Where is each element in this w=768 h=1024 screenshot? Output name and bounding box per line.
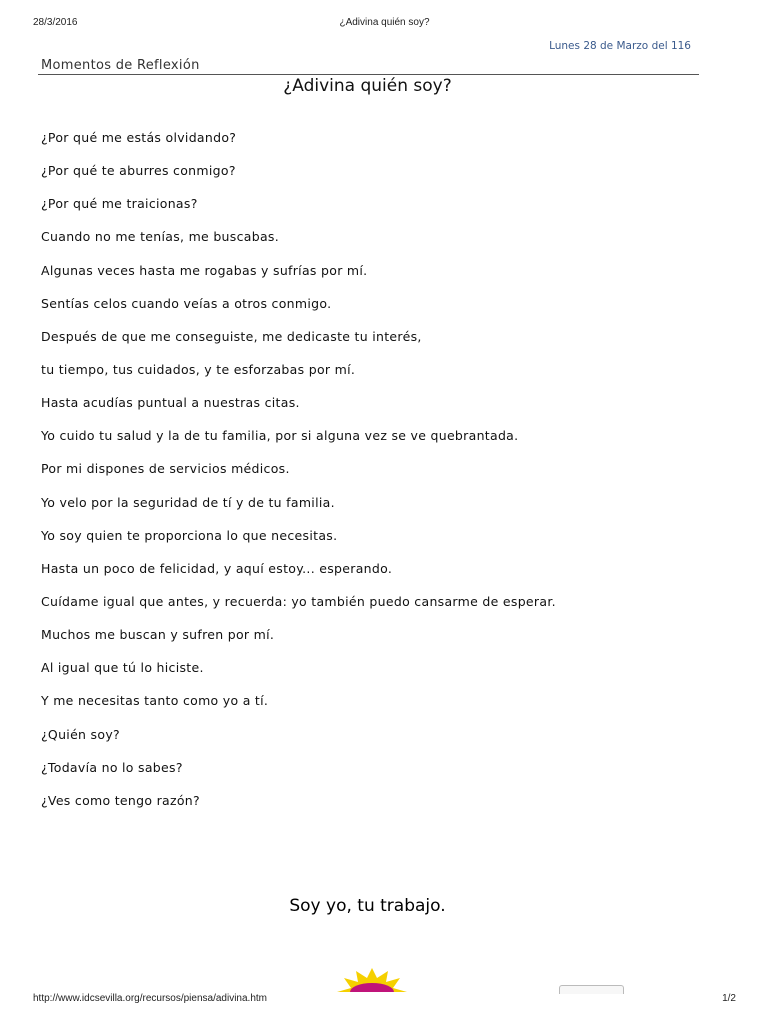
poem-line: Al igual que tú lo hiciste. — [41, 660, 204, 676]
poem-line: Muchos me buscan y sufren por mí. — [41, 627, 275, 643]
date-line: Lunes 28 de Marzo del 116 — [549, 40, 691, 52]
poem-line: Yo cuido tu salud y la de tu familia, por si alguna vez se ve quebrantada. — [41, 428, 519, 444]
answer-heading: Soy yo, tu trabajo. — [289, 896, 446, 916]
print-header — [33, 17, 736, 31]
poem-line: Cuídame igual que antes, y recuerda: yo también puedo cansarme de esperar. — [41, 593, 556, 609]
poem-line: tu tiempo, tus cuidados, y te esforzabas por mí. — [41, 361, 356, 377]
poem-line: Después de que me conseguiste, me dedicaste tu interés, — [41, 328, 422, 344]
poem-line: ¿Por qué te aburres conmigo? — [41, 163, 236, 179]
poem-line: Sentías celos cuando veías a otros conmigo. — [41, 295, 332, 311]
poem-line: Yo velo por la seguridad de tí y de tu familia. — [41, 494, 335, 510]
print-footer — [33, 993, 736, 1007]
poem-line: Algunas veces hasta me rogabas y sufrías por mí. — [41, 262, 368, 278]
poem-line: Hasta un poco de felicidad, y aquí estoy... esperando. — [41, 560, 393, 576]
poem-line: ¿Por qué me estás olvidando? — [41, 130, 237, 145]
print-title: ¿Adivina quién soy? — [339, 17, 430, 28]
poem-line: Por mi dispones de servicios médicos. — [41, 461, 290, 477]
poem-line: ¿Quién soy? — [41, 726, 120, 742]
poem-line: Hasta acudías puntual a nuestras citas. — [41, 395, 300, 411]
page-number: 1/2 — [722, 993, 736, 1004]
poem-line: Yo soy quien te proporciona lo que necesitas. — [41, 527, 338, 543]
print-url[interactable]: http://www.idcsevilla.org/recursos/piensa/adivina.htm — [33, 993, 267, 1004]
starburst-icon — [336, 968, 408, 992]
page-title: ¿Adivina quién soy? — [283, 76, 452, 96]
site-title: Momentos de Reflexión — [41, 58, 200, 73]
header-divider — [38, 74, 699, 75]
poem-line: ¿Todavía no lo sabes? — [41, 759, 183, 775]
poem — [41, 128, 701, 824]
poem-line: ¿Ves como tengo razón? — [41, 792, 200, 808]
poem-line: Cuando no me tenías, me buscabas. — [41, 229, 280, 245]
print-date: 28/3/2016 — [33, 17, 78, 28]
poem-line: ¿Por qué me traicionas? — [41, 196, 198, 212]
poem-line: Y me necesitas tanto como yo a tí. — [41, 693, 269, 709]
